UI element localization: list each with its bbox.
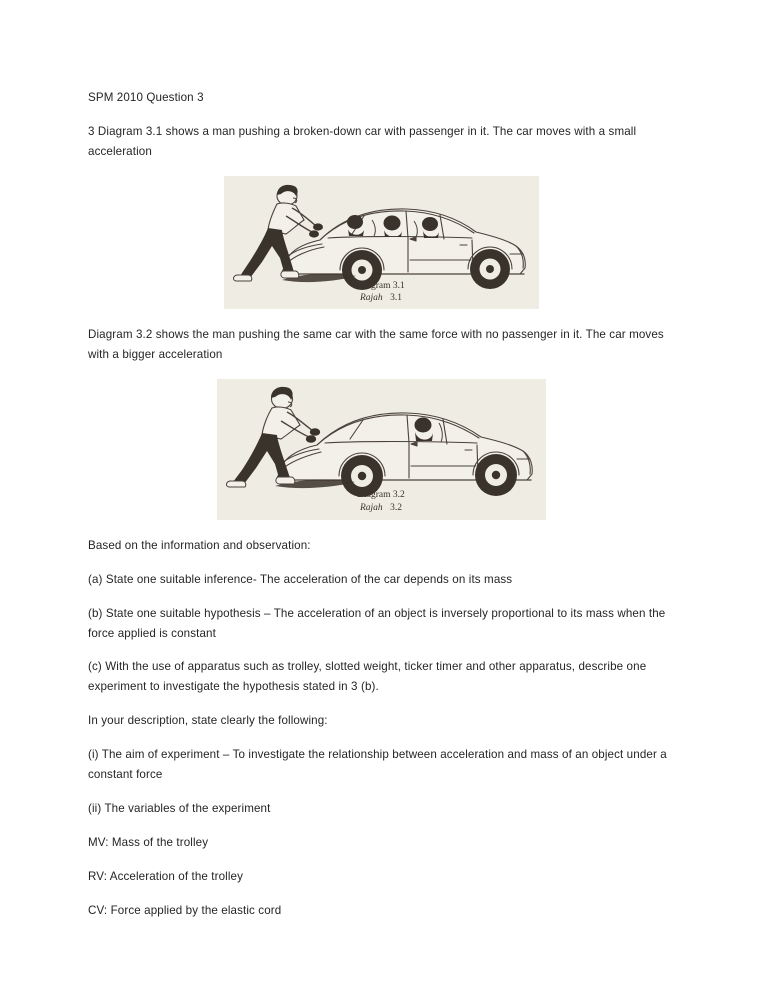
- figure-caption-3-2-line1: Diagram 3.2: [357, 489, 405, 500]
- second-diagram-intro: Diagram 3.2 shows the man pushing the same car with the same force with no passenger in it. The car moves with a bigger acceleration: [88, 327, 664, 361]
- manipulated-variable-paragraph: MV: Mass of the trolley: [88, 836, 209, 850]
- item-b-paragraph: (b) State one suitable hypothesis – The acceleration of an object is inversely proportional to its mass when the force applied is constant: [88, 606, 666, 640]
- item-i-paragraph: (i) The aim of experiment – To investigate the relationship between acceleration and mass of an object under a constant force: [88, 748, 667, 782]
- item-a-paragraph: (a) State one suitable inference- The acceleration of the car depends on its mass: [88, 572, 513, 586]
- responding-variable-paragraph: RV: Acceleration of the trolley: [88, 870, 244, 883]
- in-your-description-paragraph: In your description, state clearly the following:: [88, 714, 328, 728]
- page-title: SPM 2010 Question 3: [88, 91, 204, 104]
- figure-caption-3-1-rajah: Rajah: [359, 292, 383, 303]
- figure-caption-3-2-number: 3.2: [390, 502, 403, 513]
- figure-panel-3-2: [217, 379, 546, 520]
- item-ii-paragraph: (ii) The variables of the experiment: [88, 802, 271, 816]
- figure-diagram-3-1: [88, 176, 676, 309]
- figure-diagram-3-2: [88, 379, 676, 520]
- diagram-3-1-artwork: [224, 176, 539, 309]
- item-c-paragraph: (c) With the use of apparatus such as trolley, slotted weight, ticker timer and other apparatus, describe one experiment to investigate the hypothesis stated in 3 (b).: [88, 660, 647, 694]
- figure-caption-3-1-line1: Diagram 3.1: [357, 280, 405, 291]
- based-on-paragraph: Based on the information and observation:: [88, 538, 311, 552]
- diagram-3-2-artwork: [217, 379, 546, 520]
- figure-caption-3-1-number: 3.1: [390, 292, 403, 303]
- document-content: [88, 88, 676, 935]
- intro-paragraph: 3 Diagram 3.1 shows a man pushing a broken-down car with passenger in it. The car moves with a small acceleration: [88, 124, 637, 158]
- figure-panel-3-1: [224, 176, 539, 309]
- figure-caption-3-2-rajah: Rajah: [359, 502, 383, 513]
- constant-variable-paragraph: CV: Force applied by the elastic cord: [88, 903, 282, 917]
